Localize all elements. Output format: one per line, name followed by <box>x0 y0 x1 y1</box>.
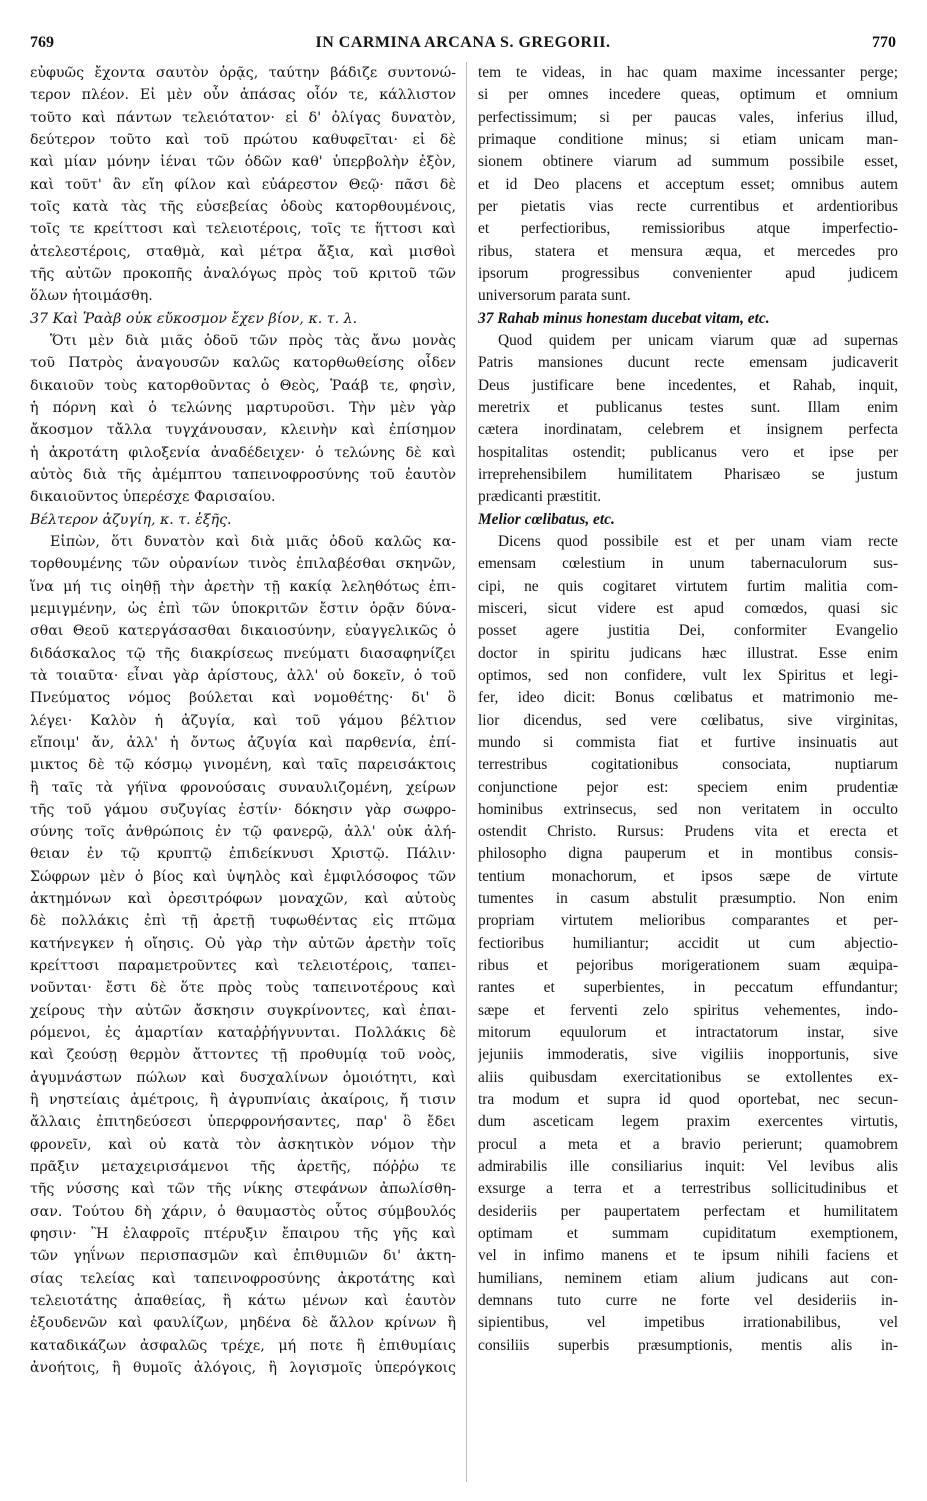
latin-text-line: sipientibus, vel impetibus irrationabilibus, vel <box>478 1314 898 1332</box>
page-number-left: 769 <box>30 34 54 51</box>
greek-text-line: εἴποιμ' ἄν, ἀλλ' ἡ ὄντως ἀζυγία καὶ παρθενία, ἐπί- <box>30 734 456 751</box>
greek-text-line: τορθουμένης τῶν οὐρανίων τινὸς ἐπιλαβέσθαι σκηνῶν, <box>30 556 456 573</box>
latin-text-line: philosopho digna pauperum et in montibus consis- <box>478 845 898 863</box>
latin-text-line: Dicens quod possibile est et per unam viam recte <box>498 532 898 550</box>
greek-text-line: θειαν ἐν τῷ κρυπτῷ ἐπιδείκνυσι Χριστῷ. Πάλιν· <box>30 846 456 863</box>
latin-text-line: primaque conditione minus; si etiam unicam man- <box>478 130 898 148</box>
greek-text-line: ἀκτημόνων καὶ ὀρεσιτρόφων μοναχῶν, καὶ αὐτοὺς <box>30 891 456 908</box>
greek-text-line: Εἰπὼν, ὅτι δυνατὸν καὶ διὰ μιᾶς ὁδοῦ καλῶς κα- <box>50 533 456 550</box>
latin-text-line: desideriis per paupertatem perfectam et humilitatem <box>478 1202 898 1220</box>
greek-text-line: ἀγυμνάστων πώλων καὶ δυσχαλίνων ὁμοιότητι, καὶ <box>30 1069 456 1086</box>
latin-text-line: optimos, sed non confidere, vult lex Spiritus et legi- <box>478 666 898 684</box>
greek-text-line: Ὅτι μὲν διὰ μιᾶς ὁδοῦ τῶν πρὸς τὰς ἄνω μονὰς <box>50 332 456 349</box>
latin-text-line: vel in infimo manens et te ipsum nihili faciens et <box>478 1247 898 1265</box>
latin-text-line: ipsorum progressibus convenienter apud judicem <box>478 264 898 282</box>
greek-text-line: τῆς αὐτῶν προκοπῆς ἀναλόγως πρὸς τοῦ κριτοῦ τῶν <box>30 265 456 282</box>
latin-text-line: cipi, ne quis cogitaret virtutem furtim malitia com- <box>478 577 898 595</box>
greek-text-line: ἢ νηστείαις ἀμέτροις, ἢ ἀγρυπνίαις ἀκαίροις, ἤ τισιν <box>30 1092 456 1109</box>
latin-text-line: procul a meta et a bravio perierunt; quamobrem <box>478 1135 898 1153</box>
greek-text-line: σαν. Τούτου δὴ χάριν, ὁ θαυμαστὸς οὗτος σύμβουλός <box>30 1203 456 1220</box>
greek-text-line: τερον πλέον. Εἰ μὲν οὖν ἁπάσας οἷόν τε, κάλλιστον <box>30 87 456 104</box>
greek-text-line: δικαιοῦν τοὺς κατορθοῦντας ὁ Θεὸς, Ῥαάβ τε, φησὶν, <box>30 377 456 394</box>
greek-text-line: σθαι Θεοῦ κατεργάσασθαι δικαιοσύνην, εὐαγγελικῶς ὁ <box>30 623 456 640</box>
latin-text-line: fectioribus humiliantur; accidit ut cum abjectio- <box>478 934 898 952</box>
greek-text-line: εὐφυῶς ἔχοντα σαυτὸν ὁρᾷς, ταύτην βάδιζε συντονώ- <box>30 65 456 81</box>
latin-text-line: cætera inordinatam, celebrem et insignem perfecta <box>478 421 898 439</box>
greek-text-line: σίας τελείας καὶ ταπεινοφροσύνης ἀκροτάτης καὶ <box>30 1270 456 1287</box>
greek-text-line: Πνεύματος νόμος βούλεται καὶ νομοθέτης· δι' ὃ <box>30 690 456 707</box>
latin-text-line: propriam virtutem melioribus comparantes et per- <box>478 912 898 930</box>
latin-text-line: demnans tuto curre ne forte vel desideriis in- <box>478 1292 898 1310</box>
greek-text-line: δεύτερον τοῦτο καὶ τοῦ πρώτου καθυφεῖται· εἰ δὲ <box>30 131 456 148</box>
latin-text-line: terrestribus cogitationibus consociata, nuptiarum <box>478 756 898 774</box>
greek-text-line: ρόμενοι, ἐς ἁμαρτίαν καταῤῥήγνυνται. Πολλάκις δὲ <box>30 1025 456 1042</box>
greek-text-line: καὶ ζεούσῃ θερμὸν ἄττοντες τῇ προθυμίᾳ τοῦ νοὸς, <box>30 1047 456 1064</box>
greek-text-line: ἢ ταῖς τὰ γήϊνα φρονούσαις συναυλιζομένη, χείρων <box>30 779 456 796</box>
greek-text-line: ἄκοσμον τἄλλα τυγχάνουσαν, κλεινὴν καὶ ἐπίσημον <box>30 422 456 439</box>
greek-text-line: ὅλων ἡτοιμάσθη. <box>30 288 153 305</box>
latin-text-line: si per omnes incedere queas, optimum et omnium <box>478 86 898 104</box>
greek-text-line: τῆς νύσσης καὶ τῶν τῆς νίκης στεφάνων ἀπωλίσθη- <box>30 1181 456 1198</box>
greek-text-line: χείρους τὴν αὐτῶν ἄσκησιν συγκρίνοντες, καὶ ἐπαι- <box>30 1002 456 1019</box>
greek-text-line: τελειοτάτης ἀπαθείας, ἢ κάτω μένων καὶ ἑαυτὸν <box>30 1293 456 1310</box>
latin-text-line: sæpe et ferventi zelo spiritus vehementes, indo- <box>478 1001 898 1019</box>
greek-text-line: μεμιγμένην, ὡς ἐπὶ τῶν ὑποκριτῶν ἔστιν ὁρᾷν δύνα- <box>30 600 456 617</box>
latin-text-line: per pietatis vias recte currentibus et ardentioribus <box>478 197 898 215</box>
greek-text-line: καταδικάζων ἀσφαλῶς τρέχε, μή ποτε ἢ ἐπιθυμίαις <box>30 1337 456 1354</box>
greek-text-line: τοῦ Πατρὸς ἀναγουσῶν καλῶς κατορθωθείσης οἶδεν <box>30 355 456 372</box>
latin-text-line: dum asceticam legem praxim exercentes virtutis, <box>478 1113 898 1131</box>
latin-text-line: consiliis superbis præsumptionis, mentis alis in- <box>478 1336 898 1354</box>
latin-text-line: rantes et superbientes, in peccatum effundantur; <box>478 979 898 997</box>
latin-text-line: hospitalitas ostendit; publicanus vero et ipse per <box>478 443 898 461</box>
latin-text-line: mitorum equulorum et intractatorum instar, sive <box>478 1024 898 1042</box>
greek-text-line: διδάσκαλος τῷ τῆς διακρίσεως πνεύματι διασαφηνίζει <box>30 645 456 662</box>
latin-text-line: emensam cœlestium in unum tabernaculorum sus- <box>478 555 898 573</box>
column-divider <box>466 62 467 1482</box>
latin-text-line: exsurge a terra et a terrestribus sollicitudinibus et <box>478 1180 898 1198</box>
greek-text-line: δὲ πολλάκις ἐπὶ τῇ ἀρετῇ τυφωθέντας εἰς πτῶμα <box>30 913 456 930</box>
greek-text-line: λέγει· Καλὸν ἡ ἀζυγία, καὶ τοῦ γάμου βέλτιον <box>30 712 456 729</box>
latin-section-heading: Melior cœlibatus, etc. <box>478 510 615 528</box>
latin-text-line: prædicanti præstitit. <box>478 488 602 506</box>
latin-text-line: Patris mansiones ducunt recte emensam judicaverit <box>478 354 898 372</box>
latin-text-line: tem te videas, in hac quam maxime incessanter perge; <box>478 64 898 81</box>
greek-text-line: τῆς τοῦ γάμου συζυγίας ἐστίν· δόκησιν γὰρ σωφρο- <box>30 801 456 818</box>
latin-text-line: ostendit Christo. Rursus: Prudens vita et erecta et <box>478 823 898 841</box>
greek-text-line: τοῖς τε κρείττοσι καὶ τελειοτέροις, τοῖς τε ἥττοσι καὶ <box>30 221 456 238</box>
greek-text-line: φρονεῖν, καὶ οὐ κατὰ τὸν ἀσκητικὸν νόμον τὴν <box>30 1136 456 1153</box>
greek-text-line: τοῖς κατὰ τὰς τῆς εὐσεβείας ὁδοὺς κατορθουμένοις, <box>30 198 456 215</box>
latin-text-line: humilians, neminem etiam alium judicans aut con- <box>478 1269 898 1287</box>
latin-text-line: tra modum et supra id quod oportebat, nec secun- <box>478 1091 898 1109</box>
greek-text-line: μικτος δὲ τῷ κόσμῳ γινομένη, καὶ ταῖς παρεισάκτοις <box>30 757 456 774</box>
latin-text-line: misceri, sicut videre est apud comœdos, quasi sic <box>478 599 898 617</box>
latin-text-line: universorum parata sunt. <box>478 287 631 305</box>
greek-section-heading: Βέλτερον ἀζυγίη, κ. τ. ἑξῆς. <box>30 511 232 528</box>
greek-text-line: νοῦνται· ἔστι δὲ ὅτε πρὸς τοὺς ταπεινοτέρους καὶ <box>30 980 456 997</box>
greek-text-line: καὶ μίαν μόνην ἰέναι τῶν ὁδῶν καθ' ὑπερβολὴν ἐξὸν, <box>30 154 456 171</box>
page-number-right: 770 <box>872 34 896 51</box>
latin-text-line: et id Deo placens et acceptum esset; omnibus autem <box>478 175 898 193</box>
greek-text-line: φησιν· Ἢ ἐλαφροῖς πτέρυξιν ἔπαιρου τῆς γῆς καὶ <box>30 1226 456 1243</box>
latin-text-line: perfectissimum; si per paucas vales, inferius illud, <box>478 108 898 126</box>
latin-text-line: mundo si commista fiat et furtive insinuatis aut <box>478 733 898 751</box>
greek-text-line: ἄλλαις ἐπιτηδεύσεσι ὑπερφρονήσαντες, παρ' ὃ ἔδει <box>30 1114 456 1131</box>
greek-section-heading: 37 Καὶ Ῥαὰβ οὐκ εὔκοσμον ἔχεν βίον, κ. τ. λ. <box>30 310 358 327</box>
greek-text-line: τὰ τοιαῦτα· εἶναι γὰρ ἀρίστους, ἀλλ' οὐ δοκεῖν, ὁ τοῦ <box>30 667 456 684</box>
greek-text-line: κατήνεγκεν ἡ οἴησις. Οὐ γὰρ τὴν αὐτῶν ἀρετὴν τοῖς <box>30 935 456 952</box>
greek-text-line: σύνης τοῖς ἀνθρώποις ἐν τῷ φανερῷ, ἀλλ' οὐκ ἀλή- <box>30 824 456 841</box>
latin-text-line: Deus justificare bene incedentes, et Rahab, inquit, <box>478 376 898 394</box>
greek-text-line: πρᾶξιν μεταχειρισάμενοι τῆς ἀρετῆς, πόῤῥω τε <box>30 1159 456 1176</box>
latin-text-line: tentium monachorum, et ipsos sæpe de virtute <box>478 867 898 885</box>
latin-text-line: admirabilis ille consiliarius inquit: Vel levibus alis <box>478 1158 898 1176</box>
latin-text-line: irreprehensibilem humilitatem Pharisæo se justum <box>478 465 898 483</box>
latin-text-line: tumentes in casum abstulit præsumptio. Non enim <box>478 890 898 908</box>
running-title: IN CARMINA ARCANA S. GREGORII. <box>315 34 611 51</box>
latin-text-line: hominibus extrinsecus, sed non veritatem in occulto <box>478 800 898 818</box>
latin-text-line: et perfectioribus, remissioribus atque imperfectio- <box>478 220 898 238</box>
latin-text-line: meretrix et publicanus testes sunt. Illam enim <box>478 398 898 416</box>
greek-text-line: ἐξουδενῶν καὶ φαυλίζων, μηδένα δὲ ἄλλον κρίνων ἢ <box>30 1315 456 1332</box>
latin-text-line: lior dicendus, sed vere cœlibatus, sive virginitas, <box>478 711 898 729</box>
greek-column <box>30 62 456 1379</box>
greek-text-line: Σώφρων μὲν ὁ βίος καὶ ὑψηλὸς καὶ ἐμφιλόσοφος τῶν <box>30 868 456 885</box>
greek-text-line: ἡ ἀκροτάτη φιλοξενία ἀναδέδειχεν· ὁ τελώνης δὲ καὶ <box>30 444 456 461</box>
greek-text-line: ἀτελεστέροις, σταθμὰ, καὶ μέτρα ἄξια, καὶ μισθοὶ <box>30 243 456 260</box>
greek-text-line: καὶ τοῦτ' ἂν εἴη φίλον καὶ εὐάρεστον Θεῷ· πᾶσι δὲ <box>30 176 456 193</box>
greek-text-line: δικαιοῦντος ὑπερέσχε Φαρισαίου. <box>30 489 276 506</box>
latin-text-line: optimam et summam cupiditatum exemptionem, <box>478 1225 898 1243</box>
latin-text-line: ribus, statera et mensura æqua, et mercedes pro <box>478 242 898 260</box>
latin-text-line: aliis quibusdam exercitationibus se extollentes ex- <box>478 1068 898 1086</box>
greek-text-line: τοῦτο καὶ πάντων τελειότατον· εἰ δ' ὀλίγας δυνατὸν, <box>30 109 456 126</box>
running-header <box>30 34 896 56</box>
greek-text-line: ἵνα μή τις οἰηθῇ τὴν ἀρετὴν τῇ κακίᾳ λεληθότως ἐπι- <box>30 578 456 595</box>
greek-text-line: τῶν γηΐνων περισπασμῶν καὶ ἐπιθυμιῶν δι' ἀκτη- <box>30 1248 456 1265</box>
greek-text-line: αὐτὸς διὰ τῆς ἀμέμπτου ταπεινοφροσύνης τοῦ ἑαυτὸν <box>30 466 456 483</box>
latin-section-heading: 37 Rahab minus honestam ducebat vitam, etc. <box>478 309 770 327</box>
latin-text-line: jejuniis immoderatis, sive vigiliis inopportunis, sive <box>478 1046 898 1064</box>
latin-column <box>478 62 898 1357</box>
latin-text-line: ribus et pejoribus morigerationem suam æquipa- <box>478 957 898 975</box>
greek-text-line: ἡ πόρνη καὶ ὁ τελώνης μαρτυροῦσι. Τὴν μὲν γὰρ <box>30 399 456 416</box>
latin-text-line: posset agere justitia Dei, conformiter Evangelio <box>478 622 898 640</box>
greek-text-line: κρείττοσι παραμετροῦντες καὶ τελειοτέροις, ταπει- <box>30 958 456 975</box>
latin-text-line: fer, ideo dicit: Bonus cœlibatus et matrimonio me- <box>478 689 898 707</box>
latin-text-line: sionem obtinere viarum ad summum possibile esset, <box>478 153 898 171</box>
latin-text-line: conjunctione pejor est: speciem enim prudentiæ <box>478 778 898 796</box>
latin-text-line: doctor in spiritu judicans hæc illustrat. Esse enim <box>478 644 898 662</box>
greek-text-line: ἀνοήτοις, ἢ θυμοῖς ἀλόγοις, ἢ λογισμοῖς ὑπερόγκοις <box>30 1360 456 1377</box>
latin-text-line: Quod quidem per unicam viarum quæ ad supernas <box>498 331 898 349</box>
